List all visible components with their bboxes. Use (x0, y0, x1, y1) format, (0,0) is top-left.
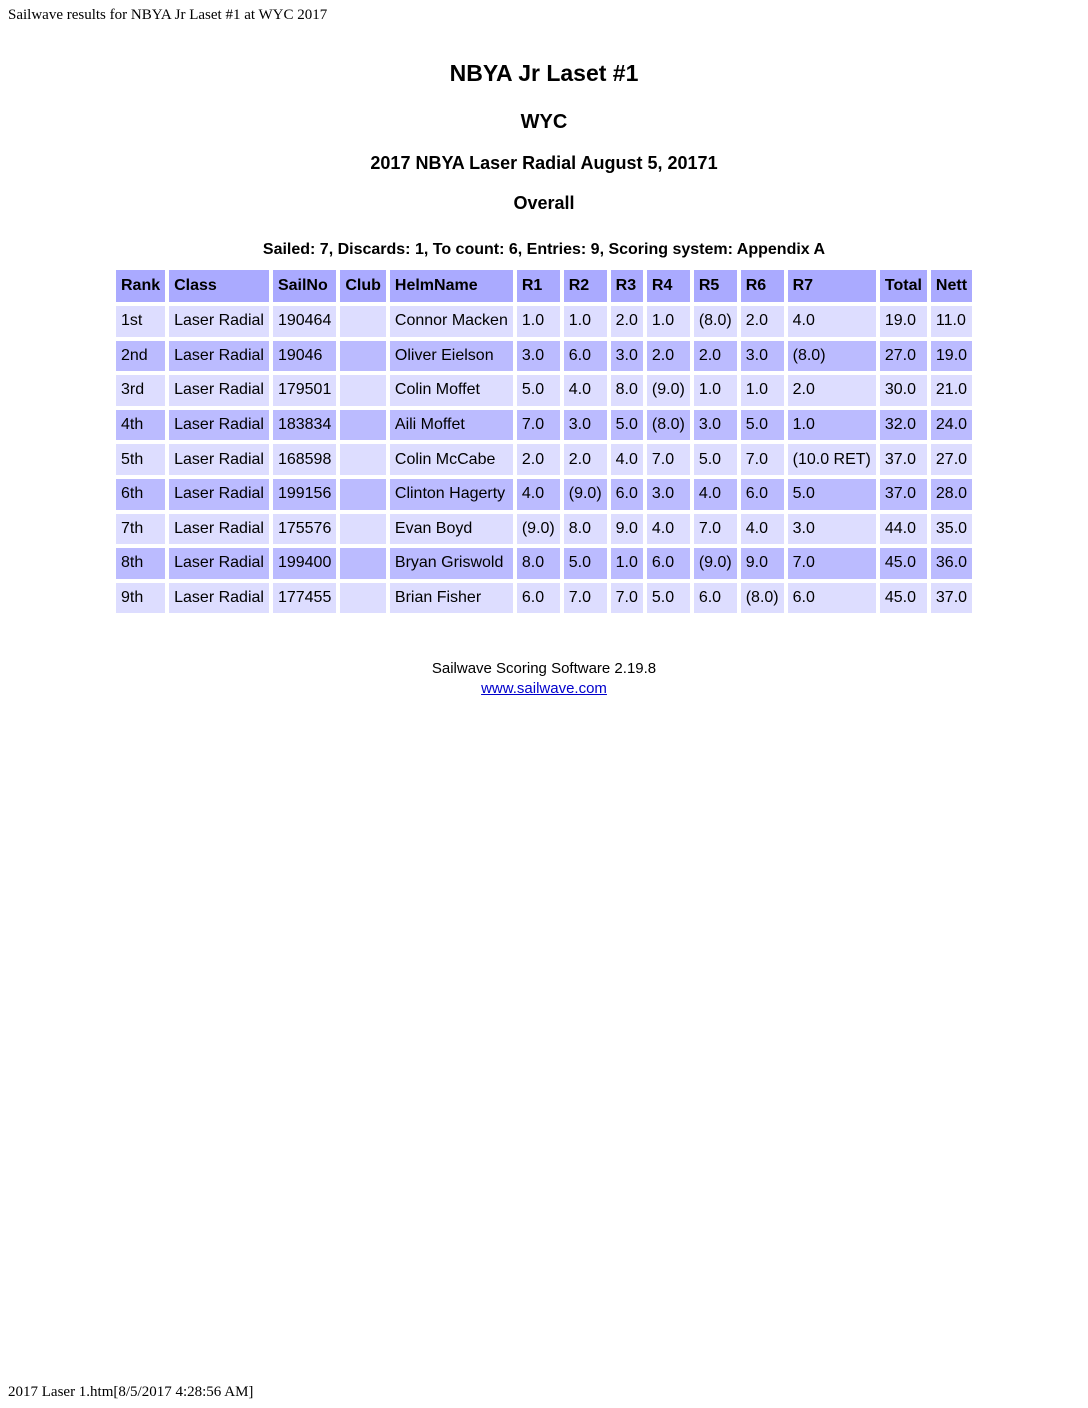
cell-sailno: 199400 (273, 548, 336, 579)
column-header-r1: R1 (517, 270, 560, 302)
column-header-club: Club (340, 270, 386, 302)
page-title: NBYA Jr Laset #1 (449, 60, 639, 86)
cell-helmname: Colin McCabe (390, 444, 513, 475)
cell-r7: 7.0 (788, 548, 876, 579)
cell-r1: (9.0) (517, 514, 560, 545)
cell-r6: 7.0 (741, 444, 784, 475)
column-header-total: Total (880, 270, 927, 302)
cell-r7: 4.0 (788, 306, 876, 337)
cell-class: Laser Radial (169, 306, 269, 337)
results-header-row (116, 270, 972, 302)
series-summary: Sailed: 7, Discards: 1, To count: 6, Entries: 9, Scoring system: Appendix A (262, 241, 826, 258)
cell-r5: 5.0 (694, 444, 737, 475)
cell-helmname: Bryan Griswold (390, 548, 513, 579)
cell-r5: (9.0) (694, 548, 737, 579)
cell-r3: 9.0 (611, 514, 643, 545)
cell-r6: 9.0 (741, 548, 784, 579)
cell-club (340, 444, 386, 475)
cell-total: 27.0 (880, 341, 927, 372)
table-row (116, 479, 972, 510)
cell-r2: 4.0 (564, 375, 607, 406)
cell-rank: 8th (116, 548, 165, 579)
cell-r7: (8.0) (788, 341, 876, 372)
cell-r7: 3.0 (788, 514, 876, 545)
sailwave-link[interactable]: www.sailwave.com (481, 680, 607, 697)
cell-r4: 7.0 (647, 444, 690, 475)
cell-r1: 5.0 (517, 375, 560, 406)
event-heading: 2017 NBYA Laser Radial August 5, 20171 (370, 153, 718, 173)
cell-sailno: 183834 (273, 410, 336, 441)
cell-rank: 1st (116, 306, 165, 337)
cell-helmname: Evan Boyd (390, 514, 513, 545)
cell-r5: 3.0 (694, 410, 737, 441)
cell-r6: 6.0 (741, 479, 784, 510)
cell-total: 37.0 (880, 479, 927, 510)
cell-r6: 4.0 (741, 514, 784, 545)
cell-r4: (9.0) (647, 375, 690, 406)
cell-club (340, 306, 386, 337)
results-body (116, 306, 972, 613)
cell-r3: 7.0 (611, 583, 643, 614)
cell-r4: 6.0 (647, 548, 690, 579)
cell-r6: 5.0 (741, 410, 784, 441)
column-header-r6: R6 (741, 270, 784, 302)
cell-class: Laser Radial (169, 410, 269, 441)
cell-r2: 3.0 (564, 410, 607, 441)
cell-nett: 19.0 (931, 341, 972, 372)
column-header-r2: R2 (564, 270, 607, 302)
cell-r4: 4.0 (647, 514, 690, 545)
cell-sailno: 190464 (273, 306, 336, 337)
cell-class: Laser Radial (169, 583, 269, 614)
cell-r1: 6.0 (517, 583, 560, 614)
cell-club (340, 514, 386, 545)
cell-helmname: Brian Fisher (390, 583, 513, 614)
cell-helmname: Clinton Hagerty (390, 479, 513, 510)
cell-sailno: 177455 (273, 583, 336, 614)
cell-r3: 8.0 (611, 375, 643, 406)
cell-r7: 2.0 (788, 375, 876, 406)
cell-r5: 7.0 (694, 514, 737, 545)
table-row (116, 514, 972, 545)
cell-class: Laser Radial (169, 514, 269, 545)
table-row (116, 583, 972, 614)
cell-class: Laser Radial (169, 375, 269, 406)
cell-r6: 3.0 (741, 341, 784, 372)
column-header-r7: R7 (788, 270, 876, 302)
cell-rank: 2nd (116, 341, 165, 372)
cell-r1: 4.0 (517, 479, 560, 510)
cell-r3: 5.0 (611, 410, 643, 441)
table-row (116, 548, 972, 579)
cell-r6: 1.0 (741, 375, 784, 406)
credit-block (0, 659, 1088, 699)
cell-r2: 7.0 (564, 583, 607, 614)
table-row (116, 375, 972, 406)
cell-total: 45.0 (880, 548, 927, 579)
cell-club (340, 583, 386, 614)
cell-r5: (8.0) (694, 306, 737, 337)
cell-r6: 2.0 (741, 306, 784, 337)
cell-r1: 1.0 (517, 306, 560, 337)
column-header-helmname: HelmName (390, 270, 513, 302)
cell-sailno: 19046 (273, 341, 336, 372)
cell-club (340, 410, 386, 441)
cell-rank: 4th (116, 410, 165, 441)
cell-sailno: 168598 (273, 444, 336, 475)
print-header: Sailwave results for NBYA Jr Laset #1 at WYC 2017 (8, 7, 328, 23)
cell-r3: 6.0 (611, 479, 643, 510)
cell-r6: (8.0) (741, 583, 784, 614)
cell-sailno: 175576 (273, 514, 336, 545)
column-header-rank: Rank (116, 270, 165, 302)
cell-club (340, 548, 386, 579)
column-header-nett: Nett (931, 270, 972, 302)
cell-nett: 37.0 (931, 583, 972, 614)
cell-class: Laser Radial (169, 341, 269, 372)
cell-total: 32.0 (880, 410, 927, 441)
table-row (116, 341, 972, 372)
cell-nett: 24.0 (931, 410, 972, 441)
cell-total: 30.0 (880, 375, 927, 406)
cell-rank: 9th (116, 583, 165, 614)
cell-total: 44.0 (880, 514, 927, 545)
cell-r7: 1.0 (788, 410, 876, 441)
cell-r2: 1.0 (564, 306, 607, 337)
cell-club (340, 479, 386, 510)
cell-r2: 2.0 (564, 444, 607, 475)
cell-r3: 1.0 (611, 548, 643, 579)
cell-r3: 2.0 (611, 306, 643, 337)
cell-rank: 7th (116, 514, 165, 545)
software-credit: Sailwave Scoring Software 2.19.8 (431, 660, 657, 677)
cell-total: 19.0 (880, 306, 927, 337)
cell-r2: 8.0 (564, 514, 607, 545)
cell-club (340, 341, 386, 372)
results-table (112, 266, 976, 617)
cell-class: Laser Radial (169, 479, 269, 510)
cell-rank: 6th (116, 479, 165, 510)
cell-r7: 6.0 (788, 583, 876, 614)
cell-r5: 2.0 (694, 341, 737, 372)
cell-helmname: Connor Macken (390, 306, 513, 337)
cell-r2: 5.0 (564, 548, 607, 579)
cell-nett: 28.0 (931, 479, 972, 510)
column-header-sailno: SailNo (273, 270, 336, 302)
cell-rank: 5th (116, 444, 165, 475)
cell-r5: 4.0 (694, 479, 737, 510)
cell-r4: 5.0 (647, 583, 690, 614)
column-header-r4: R4 (647, 270, 690, 302)
cell-nett: 21.0 (931, 375, 972, 406)
cell-r2: (9.0) (564, 479, 607, 510)
column-header-r5: R5 (694, 270, 737, 302)
table-row (116, 306, 972, 337)
venue-heading: WYC (520, 111, 568, 133)
cell-r4: 3.0 (647, 479, 690, 510)
table-row (116, 444, 972, 475)
cell-r5: 1.0 (694, 375, 737, 406)
cell-total: 45.0 (880, 583, 927, 614)
cell-sailno: 199156 (273, 479, 336, 510)
cell-r5: 6.0 (694, 583, 737, 614)
cell-r3: 3.0 (611, 341, 643, 372)
column-header-r3: R3 (611, 270, 643, 302)
cell-helmname: Colin Moffet (390, 375, 513, 406)
cell-r7: 5.0 (788, 479, 876, 510)
cell-nett: 36.0 (931, 548, 972, 579)
cell-nett: 11.0 (931, 306, 972, 337)
column-header-class: Class (169, 270, 269, 302)
cell-club (340, 375, 386, 406)
cell-r1: 7.0 (517, 410, 560, 441)
cell-class: Laser Radial (169, 548, 269, 579)
cell-r4: 1.0 (647, 306, 690, 337)
cell-r2: 6.0 (564, 341, 607, 372)
cell-sailno: 179501 (273, 375, 336, 406)
cell-r1: 8.0 (517, 548, 560, 579)
cell-nett: 35.0 (931, 514, 972, 545)
cell-r4: (8.0) (647, 410, 690, 441)
table-row (116, 410, 972, 441)
series-heading: Overall (513, 193, 575, 213)
cell-r7: (10.0 RET) (788, 444, 876, 475)
cell-rank: 3rd (116, 375, 165, 406)
print-footer: 2017 Laser 1.htm[8/5/2017 4:28:56 AM] (8, 1384, 254, 1400)
cell-nett: 27.0 (931, 444, 972, 475)
cell-r1: 2.0 (517, 444, 560, 475)
cell-class: Laser Radial (169, 444, 269, 475)
cell-r3: 4.0 (611, 444, 643, 475)
cell-helmname: Oliver Eielson (390, 341, 513, 372)
cell-helmname: Aili Moffet (390, 410, 513, 441)
cell-r1: 3.0 (517, 341, 560, 372)
cell-total: 37.0 (880, 444, 927, 475)
cell-r4: 2.0 (647, 341, 690, 372)
